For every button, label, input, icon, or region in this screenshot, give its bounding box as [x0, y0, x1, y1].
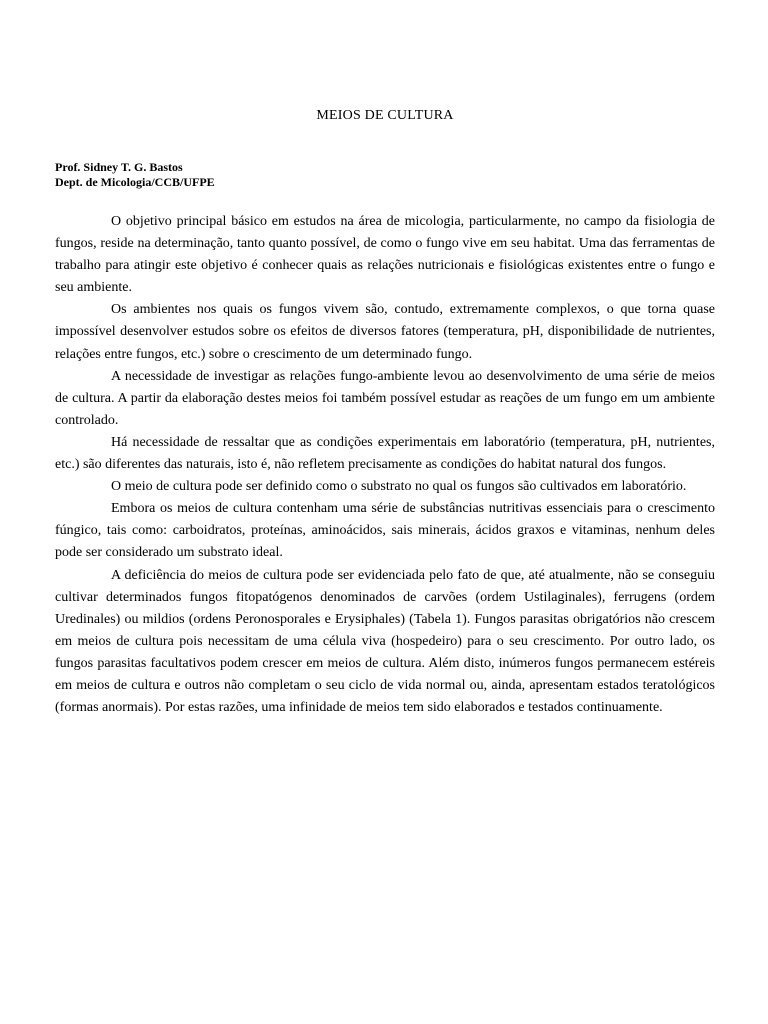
paragraph: Embora os meios de cultura contenham uma série de substâncias nutritivas essenciais para o crescimento fúngico, tais como: carboidratos, proteínas, aminoácidos, sais minerais, ácidos graxos e vitaminas, nenhum deles pode ser considerado um substrato ideal. — [55, 501, 715, 561]
author-department: Dept. de Micologia/CCB/UFPE — [55, 175, 215, 189]
author-block — [55, 160, 215, 190]
paragraph: A deficiência do meios de cultura pode ser evidenciada pelo fato de que, até atualmente, não se conseguiu cultivar determinados fungos fitopatógenos denominados de carvões (ordem Ustilaginales), ferrugens (ordem Uredinales) ou mildios (ordens Peronosporales e Erysiphales) (Tabela 1). Fungos parasitas obrigatórios não crescem em meios de cultura pois necessitam de uma célula viva (hospedeiro) para o seu crescimento. Por outro lado, os fungos parasitas facultativos podem crescer em meios de cultura. Além disto, inúmeros fungos permanecem estéreis em meios de cultura e outros não completam o seu ciclo de vida normal ou, ainda, apresentam estados teratológicos (formas anormais). Por estas razões, uma infinidade de meios tem sido elaborados e testados continuamente. — [55, 567, 715, 716]
author-name: Prof. Sidney T. G. Bastos — [55, 160, 183, 174]
paragraph: O meio de cultura pode ser definido como o substrato no qual os fungos são cultivados em laboratório. — [111, 479, 687, 495]
paragraph: O objetivo principal básico em estudos na área de micologia, particularmente, no campo da fisiologia de fungos, reside na determinação, tanto quanto possível, de como o fungo vive em seu habitat. Uma das ferramentas de trabalho para atingir este objetivo é conhecer quais as relações nutricionais e fisiológicas existentes entre o fungo e seu ambiente. — [55, 214, 715, 296]
body-text — [55, 211, 715, 719]
paragraph: Há necessidade de ressaltar que as condições experimentais em laboratório (temperatura, pH, nutrientes, etc.) são diferentes das naturais, isto é, não refletem precisamente as condições do habitat natural dos fungos. — [55, 434, 715, 473]
paragraph: Os ambientes nos quais os fungos vivem são, contudo, extremamente complexos, o que torna quase impossível desenvolver estudos sobre os efeitos de diversos fatores (temperatura, pH, disponibilidade de nutrientes, relações entre fungos, etc.) sobre o crescimento de um determinado fungo. — [55, 302, 715, 362]
paragraph: A necessidade de investigar as relações fungo-ambiente levou ao desenvolvimento de uma série de meios de cultura. A partir da elaboração destes meios foi também possível estudar as reações de um fungo em um ambiente controlado. — [55, 368, 715, 428]
document-title: MEIOS DE CULTURA — [316, 108, 454, 123]
